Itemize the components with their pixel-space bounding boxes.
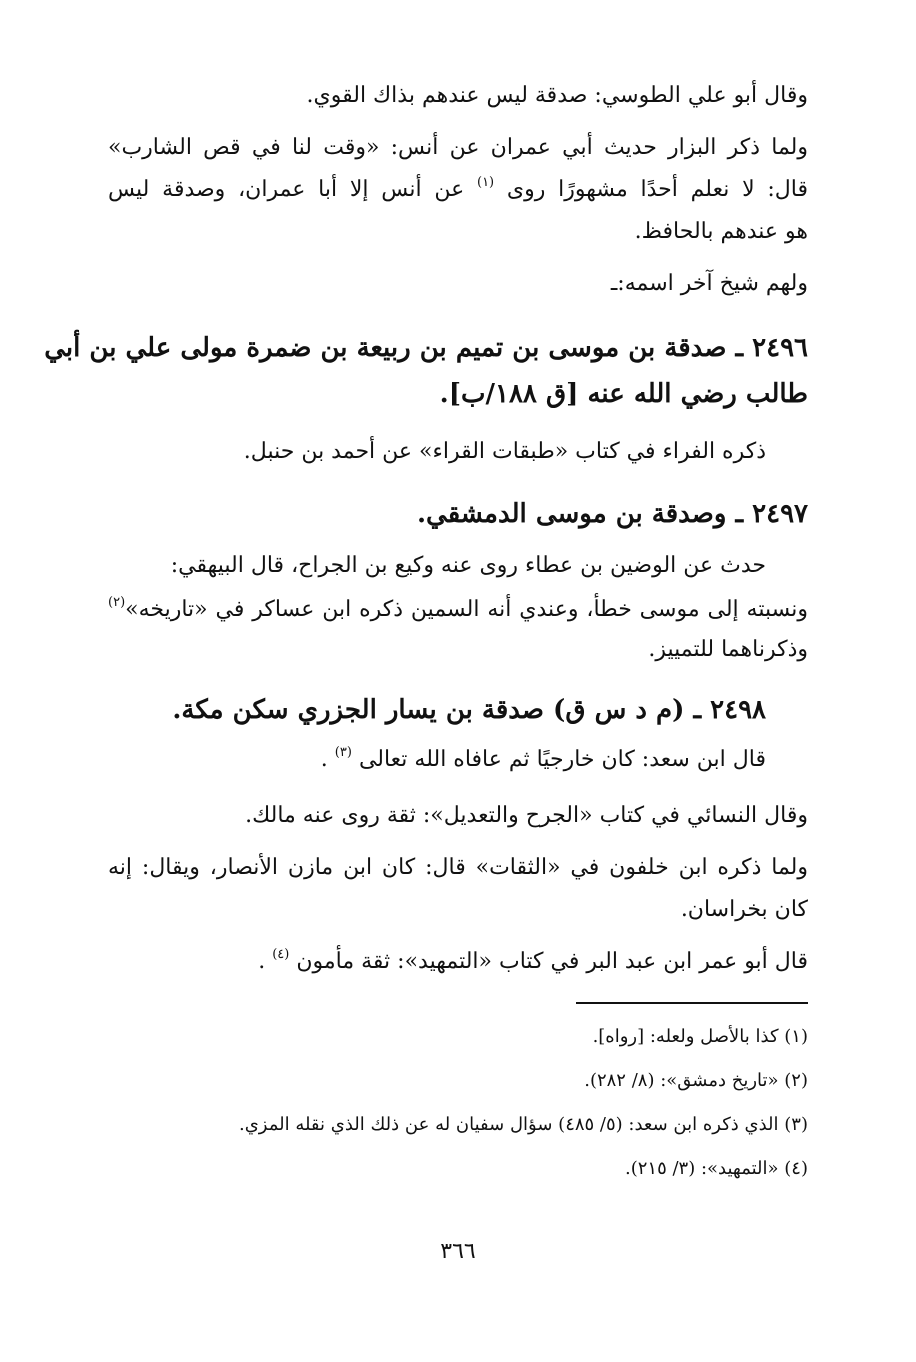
footnote-1: (١) كذا بالأصل ولعله: [رواه].	[592, 1026, 808, 1047]
text-line-3-part-a: قال: لا نعلم أحدًا مشهورًا روى	[506, 177, 808, 202]
entry-2497-line-1: حدث عن الوضين بن عطاء روى عنه وكيع بن الجراح، قال البيهقي:	[170, 553, 766, 578]
footnote-2: (٢) «تاريخ دمشق»: (٨/ ٢٨٢).	[584, 1070, 808, 1091]
footnote-ref-2: (٢)	[108, 595, 126, 610]
text-line-1: وقال أبو علي الطوسي: صدقة ليس عندهم بذاك القوي.	[306, 83, 808, 108]
entry-2498-line-1-text: قال ابن سعد: كان خارجيًا ثم عافاه الله تعالى	[358, 747, 766, 772]
entry-2496-heading-line-2: طالب رضي الله عنه [ق ١٨٨/ب].	[439, 379, 808, 409]
entry-2498-line-1	[321, 740, 766, 780]
entry-2497-line-2-text: ونسبته إلى موسى خطأ، وعندي أنه السمين ذكره ابن عساكر في «تاريخه»	[125, 597, 808, 622]
text-line-3-part-b: عن أنس إلا أبا عمران، وصدقة ليس	[108, 177, 465, 202]
footnote-separator	[576, 1002, 808, 1004]
footnote-ref-1: (١)	[476, 175, 495, 190]
entry-2498-line-4: كان بخراسان.	[680, 897, 808, 922]
footnote-3: (٣) الذي ذكره ابن سعد: (٥/ ٤٨٥) سؤال سفيان له عن ذلك الذي نقله المزي.	[238, 1114, 808, 1135]
entry-2498-line-5	[258, 942, 808, 982]
page-number: ٣٦٦	[440, 1239, 476, 1264]
footnote-4: (٤) «التمهيد»: (٣/ ٢١٥).	[624, 1158, 808, 1179]
text-line-3	[108, 170, 808, 210]
entry-2498-heading: ٢٤٩٨ ـ (م د س ق) صدقة بن يسار الجزري سكن مكة.	[172, 695, 766, 725]
entry-2498-line-5-end: .	[258, 949, 266, 974]
entry-2496-text: ذكره الفراء في كتاب «طبقات القراء» عن أحمد بن حنبل.	[243, 439, 766, 464]
entry-2497-line-3: وذكرناهما للتمييز.	[648, 637, 808, 662]
entry-2498-line-5-text: قال أبو عمر ابن عبد البر في كتاب «التمهيد»: ثقة مأمون	[296, 949, 808, 974]
entry-2498-line-1-end: .	[320, 747, 328, 772]
text-line-2: ولما ذكر البزار حديث أبي عمران عن أنس: «وقت لنا في قص الشارب»	[108, 135, 808, 160]
text-line-4: هو عندهم بالحافظ.	[634, 219, 808, 244]
text-line-5: ولهم شيخ آخر اسمه:ـ	[610, 271, 808, 296]
footnote-ref-4: (٤)	[272, 947, 290, 962]
footnote-ref-3: (٣)	[334, 745, 352, 760]
entry-2497-line-2	[108, 590, 808, 630]
entry-2497-heading: ٢٤٩٧ ـ وصدقة بن موسى الدمشقي.	[416, 499, 808, 529]
entry-2498-line-3: ولما ذكره ابن خلفون في «الثقات» قال: كان ابن مازن الأنصار، ويقال: إنه	[108, 855, 808, 880]
entry-2496-heading-line-1: ٢٤٩٦ ـ صدقة بن موسى بن تميم بن ربيعة بن ضمرة مولى علي بن أبي	[44, 333, 808, 363]
entry-2498-line-2: وقال النسائي في كتاب «الجرح والتعديل»: ثقة روى عنه مالك.	[245, 803, 808, 828]
